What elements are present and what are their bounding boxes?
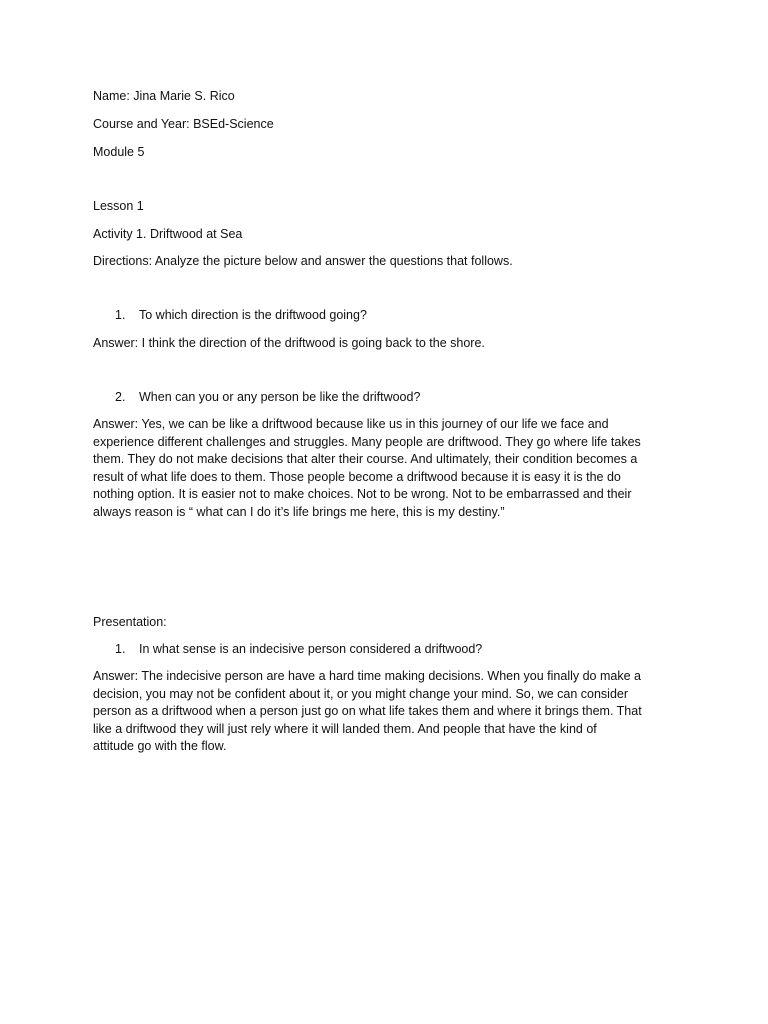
lesson-title: Lesson 1 [93, 199, 144, 213]
presentation-question-1 [115, 641, 482, 657]
answer-line: result of what life does to them. Those people become a driftwood because it is easy it is the do [93, 469, 621, 484]
answer-line: nothing option. It is easier not to make choices. Not to be wrong. Not to be embarrassed and their [93, 487, 632, 501]
answer-line: experience different challenges and struggles. Many people are driftwood. They go where life takes [93, 434, 641, 449]
answer-line: them. They do not make decisions that alter their course. And ultimately, their condition becomes a [93, 452, 638, 466]
question-1 [115, 307, 367, 323]
question-text: In what sense is an indecisive person considered a driftwood? [139, 642, 483, 656]
module-label: Module 5 [93, 145, 145, 159]
answer-2 [93, 416, 683, 521]
question-text: When can you or any person be like the driftwood? [139, 390, 421, 404]
activity-title: Activity 1. Driftwood at Sea [93, 227, 243, 241]
question-number: 2. [115, 390, 126, 404]
answer-line: always reason is “ what can I do it’s life brings me here, this is my destiny.” [93, 504, 505, 519]
question-number: 1. [115, 308, 126, 322]
answer-line: person as a driftwood when a person just go on what life takes them and where it brings them. That [93, 704, 642, 718]
question-number: 1. [115, 642, 126, 656]
question-2 [115, 389, 420, 405]
answer-line: like a driftwood they will just rely where it will landed them. And people that have the kind of [93, 721, 597, 736]
presentation-heading: Presentation: [93, 615, 167, 629]
student-name: Name: Jina Marie S. Rico [93, 89, 235, 103]
answer-line: Answer: The indecisive person are have a hard time making decisions. When you finally do make a [93, 669, 641, 683]
question-text: To which direction is the driftwood going? [139, 308, 367, 322]
answer-line: decision, you may not be confident about it, or you might change your mind. So, we can consider [93, 686, 629, 701]
answer-line: Answer: Yes, we can be like a driftwood because like us in this journey of our life we face and [93, 417, 609, 431]
presentation-answer [93, 668, 683, 756]
answer-1: Answer: I think the direction of the driftwood is going back to the shore. [93, 336, 485, 350]
directions-text: Directions: Analyze the picture below and answer the questions that follows. [93, 254, 513, 268]
answer-line: attitude go with the flow. [93, 739, 227, 753]
course-and-year: Course and Year: BSEd-Science [93, 117, 274, 131]
